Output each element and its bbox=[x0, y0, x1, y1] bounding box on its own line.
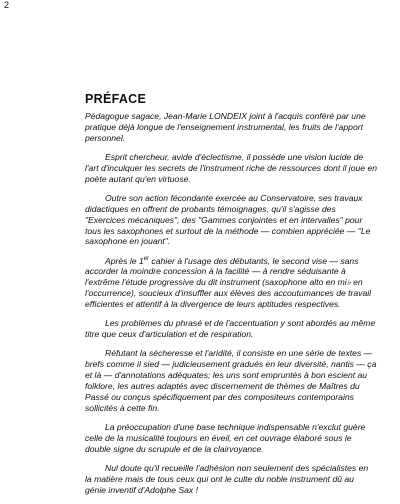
ordinal-superscript: er bbox=[143, 255, 150, 262]
paragraph-2: Esprit chercheur, avide d'éclectisme, il possède une vision lucide de l'art d'inculquer les secrets de l'instrument riche de ressources dont il joue en poète autant qu'en virtuose. bbox=[85, 151, 378, 184]
paragraph-1: Pédagogue sagace, Jean-Marie LONDEIX joint à l'acquis conféré par une pratique déjà longue de l'enseignement instrumental, les fruits de l'apport personnel. bbox=[85, 111, 366, 143]
paragraph-7: La préoccupation d'une base technique indispensable n'exclut guère celle de la musicalité toujours en éveil, en cet ouvrage élaboré sous le double signe du scrupule et de la clairvoyance. bbox=[85, 421, 366, 454]
paragraph-3: Outre son action fécondante exercée au Conservatoire, ses travaux didactiques en offrent de probants témoignages, qu'il s'agisse des "Exercices mécaniques", des "Gammes conjointes et en intervalles" pour tous les saxophones et surtout de la méthode — combien appréciée — "Le saxophone en jouant". bbox=[85, 192, 371, 247]
paragraph-4-start: Après le 1 bbox=[105, 255, 144, 266]
paragraph-8: Nul doute qu'il recueille l'adhésion non seulement des spécialistes en la matière mais de tous ceux qui ont le culte du noble instrument dû au génie inventif d'Adolphe Sax ! bbox=[85, 462, 369, 495]
preface-section bbox=[85, 92, 377, 504]
paragraph-6: Réfutant la sécheresse et l'aridité, il consiste en une série de textes — brefs comme il sied — judicieusement gradués en leur diversité, nantis — ça et là — d'annotations adéquates; les uns sont empruntés à bon escient au folklore, les autres adaptés avec discernement de thèmes de Maîtres du Passé ou conçus spécifiquement par des compositeurs contemporains sollicités à cette fin. bbox=[85, 348, 377, 413]
paragraph-4-rest: cahier à l'usage des débutants, le second vise — sans accorder la moindre concession à la facilité — à rendre séduisante à l'extrême l'étude progressive du dit instrument (saxophone alto en mi♭ en l'occurrence), soucieux d'insuffler aux élèves des accoutumances de travail efficientes et attentif à la divergence de leurs aptitudes respectives. bbox=[85, 255, 372, 310]
page-number: 2 bbox=[4, 0, 10, 10]
paragraph-4 bbox=[85, 256, 377, 311]
preface-title: PRÉFACE bbox=[85, 92, 147, 106]
paragraph-5: Les problèmes du phrasé et de l'accentuation y sont abordés au même titre que ceux d'articulation et de respiration. bbox=[85, 318, 376, 340]
